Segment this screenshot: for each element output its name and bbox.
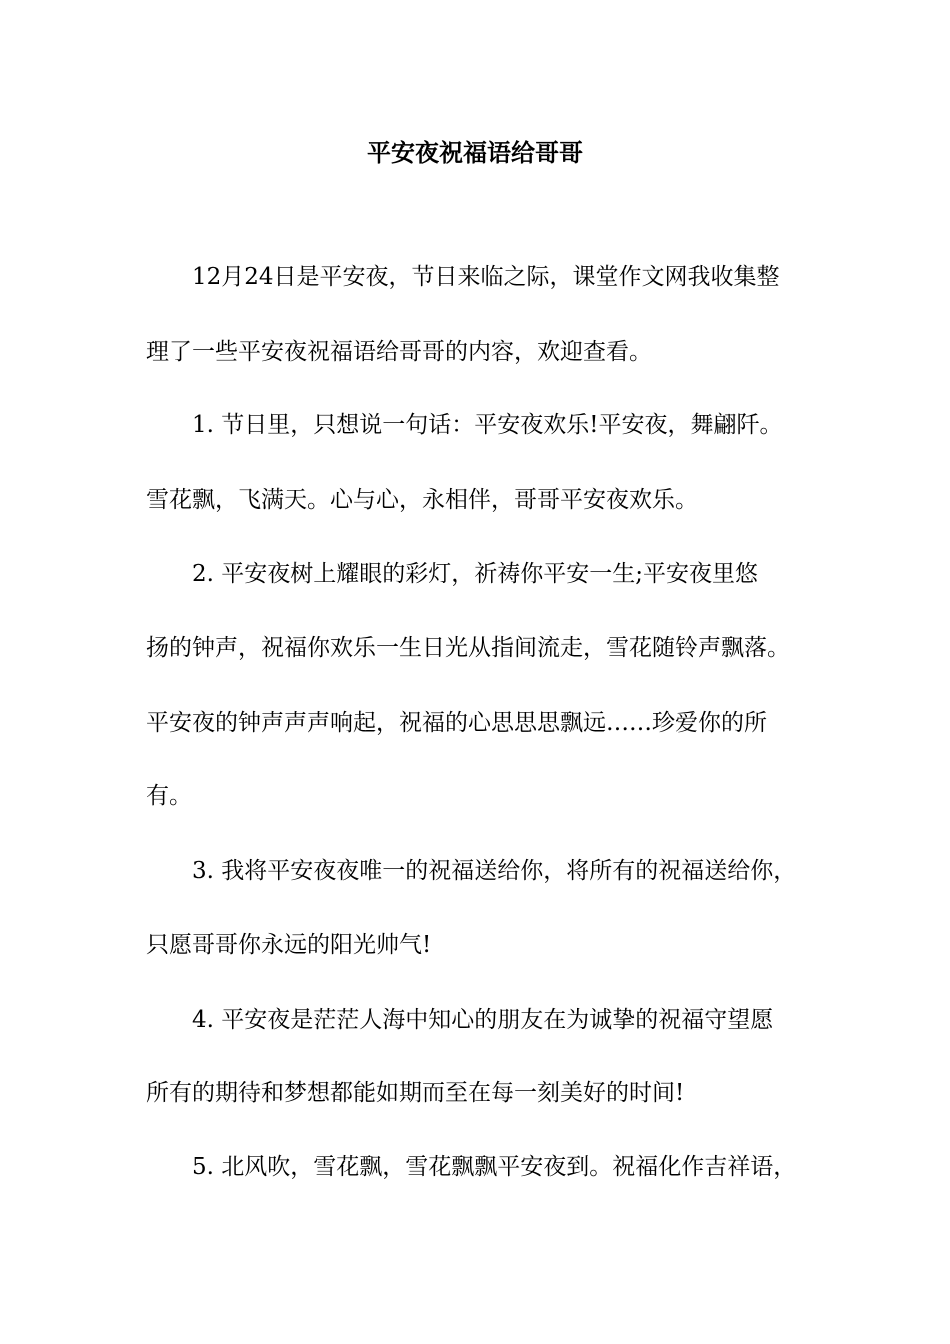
document-title: 平安夜祝福语给哥哥 (367, 138, 583, 167)
item-3-line-1: 3. 我将平安夜夜唯一的祝福送给你，将所有的祝福送给你， (192, 858, 797, 884)
item-4-line-2: 所有的期待和梦想都能如期而至在每一刻美好的时间! (146, 1080, 685, 1106)
intro-line-1: 12月24日是平安夜，节日来临之际，课堂作文网我收集整 (192, 264, 780, 290)
item-1-line-2: 雪花飘，飞满天。心与心，永相伴，哥哥平安夜欢乐。 (146, 487, 698, 513)
item-2-line-2: 扬的钟声，祝福你欢乐一生日光从指间流走，雪花随铃声飘落。 (146, 635, 790, 661)
item-2-line-1: 2. 平安夜树上耀眼的彩灯，祈祷你平安一生;平安夜里悠 (192, 561, 759, 587)
item-3-line-2: 只愿哥哥你永远的阳光帅气! (146, 932, 432, 958)
intro-line-2: 理了一些平安夜祝福语给哥哥的内容，欢迎查看。 (146, 339, 652, 365)
item-1-line-1: 1. 节日里，只想说一句话：平安夜欢乐!平安夜，舞翩阡。 (192, 412, 783, 438)
item-5-line-1: 5. 北风吹，雪花飘，雪花飘飘平安夜到。祝福化作吉祥语， (192, 1154, 797, 1180)
item-4-line-1: 4. 平安夜是茫茫人海中知心的朋友在为诚挚的祝福守望愿 (192, 1007, 774, 1033)
item-2-line-4: 有。 (146, 783, 192, 809)
item-2-line-3: 平安夜的钟声声声响起，祝福的心思思思飘远……珍爱你的所 (146, 710, 767, 736)
